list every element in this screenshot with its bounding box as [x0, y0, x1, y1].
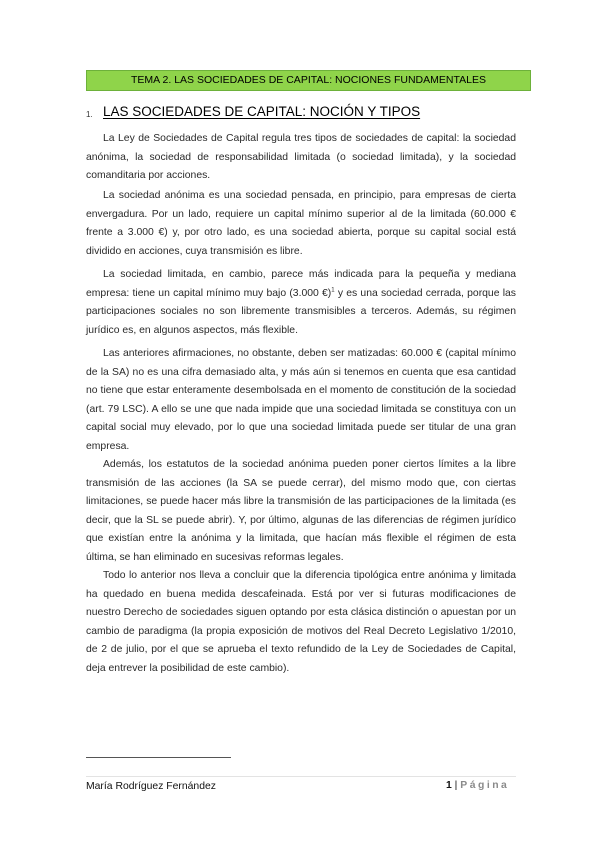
limitada-text-start: La sociedad limitada, en cambio, parece más indicada para la pequeña y mediana empresa: tiene un capital mínimo muy bajo (3.000 €): [86, 269, 516, 299]
section-number: 1.: [86, 110, 93, 119]
page-separator: |: [454, 780, 458, 791]
paragraph-conclusion: Todo lo anterior nos lleva a concluir que la diferencia tipológica entre anónima y limitada ha quedado en buena medida descafeinada. Está por ver si futuras modificaciones de nuestro Derecho de sociedades siguen optando por esta clásica distinción o apuestan por un cambio de paradigma (la propia exposición de motivos del Real Decreto Legislativo 1/2010, de 2 de julio, por el que se aprueba el texto refundido de la Ley de Sociedades de Capital, deja entrever la posibilidad de este cambio).: [86, 570, 516, 674]
footer-author: María Rodríguez Fernández: [86, 781, 216, 792]
paragraph-types: La Ley de Sociedades de Capital regula tres tipos de sociedades de capital: la sociedad anónima, la sociedad de responsabilidad limitada (o sociedad limitada), y la sociedad comanditaria por acciones.: [86, 133, 516, 182]
chapter-title-banner: TEMA 2. LAS SOCIEDADES DE CAPITAL: NOCIONES FUNDAMENTALES: [86, 70, 531, 91]
page-number: 1: [446, 780, 452, 791]
limitada-text-end: y es una sociedad cerrada, porque las participaciones sociales no son libremente transmisibles a terceros. Además, su régimen jurídico es, en algunos aspectos, más flexible.: [86, 287, 516, 336]
section-title: LAS SOCIEDADES DE CAPITAL: NOCIÓN Y TIPOS: [103, 104, 421, 119]
paragraph-matizadas: Las anteriores afirmaciones, no obstante, deben ser matizadas: 60.000 € (capital mínimo de la SA) no es una cifra demasiado alta, y más aún si tenemos en cuenta que esa cantidad no tiene que estar enteramente desembolsada en el momento de constitución de la sociedad (art. 79 LSC). A ello se une que nada impide que una sociedad limitada se constituya con un capital social muy elevado, por lo que una sociedad limitada puede ser titular de una gran empresa.: [86, 348, 516, 452]
section-heading: [86, 104, 536, 124]
paragraph-sociedad-anonima: La sociedad anónima es una sociedad pensada, en principio, para empresas de cierta envergadura. Por un lado, requiere un capital mínimo superior al de la limitada (60.000 € frente a 3.000 €) y, por otro lado, es una sociedad abierta, porque su capital social está dividido en acciones, cuya transmisión es libre.: [86, 190, 516, 257]
footnote-marker: 1: [331, 287, 335, 294]
footer-page-indicator: [446, 780, 509, 791]
paragraph-estatutos: Además, los estatutos de la sociedad anónima pueden poner ciertos límites a la libre transmisión de las acciones (la SA se puede cerrar), del mismo modo que, con ciertas limitaciones, se puede hacer más libre la transmisión de las participaciones de la limitada (es decir, que la SL se puede abrir). Y, por último, algunas de las diferencias de régimen jurídico que existían entre la anónima y la limitada, que hacían más flexible el régimen de esta última, se han eliminado en sucesivas reformas legales.: [86, 459, 516, 563]
paragraph-sociedad-limitada: [86, 266, 516, 340]
page-label: Página: [460, 780, 510, 791]
footnote-separator: [86, 757, 231, 758]
footer-divider: [86, 776, 516, 777]
